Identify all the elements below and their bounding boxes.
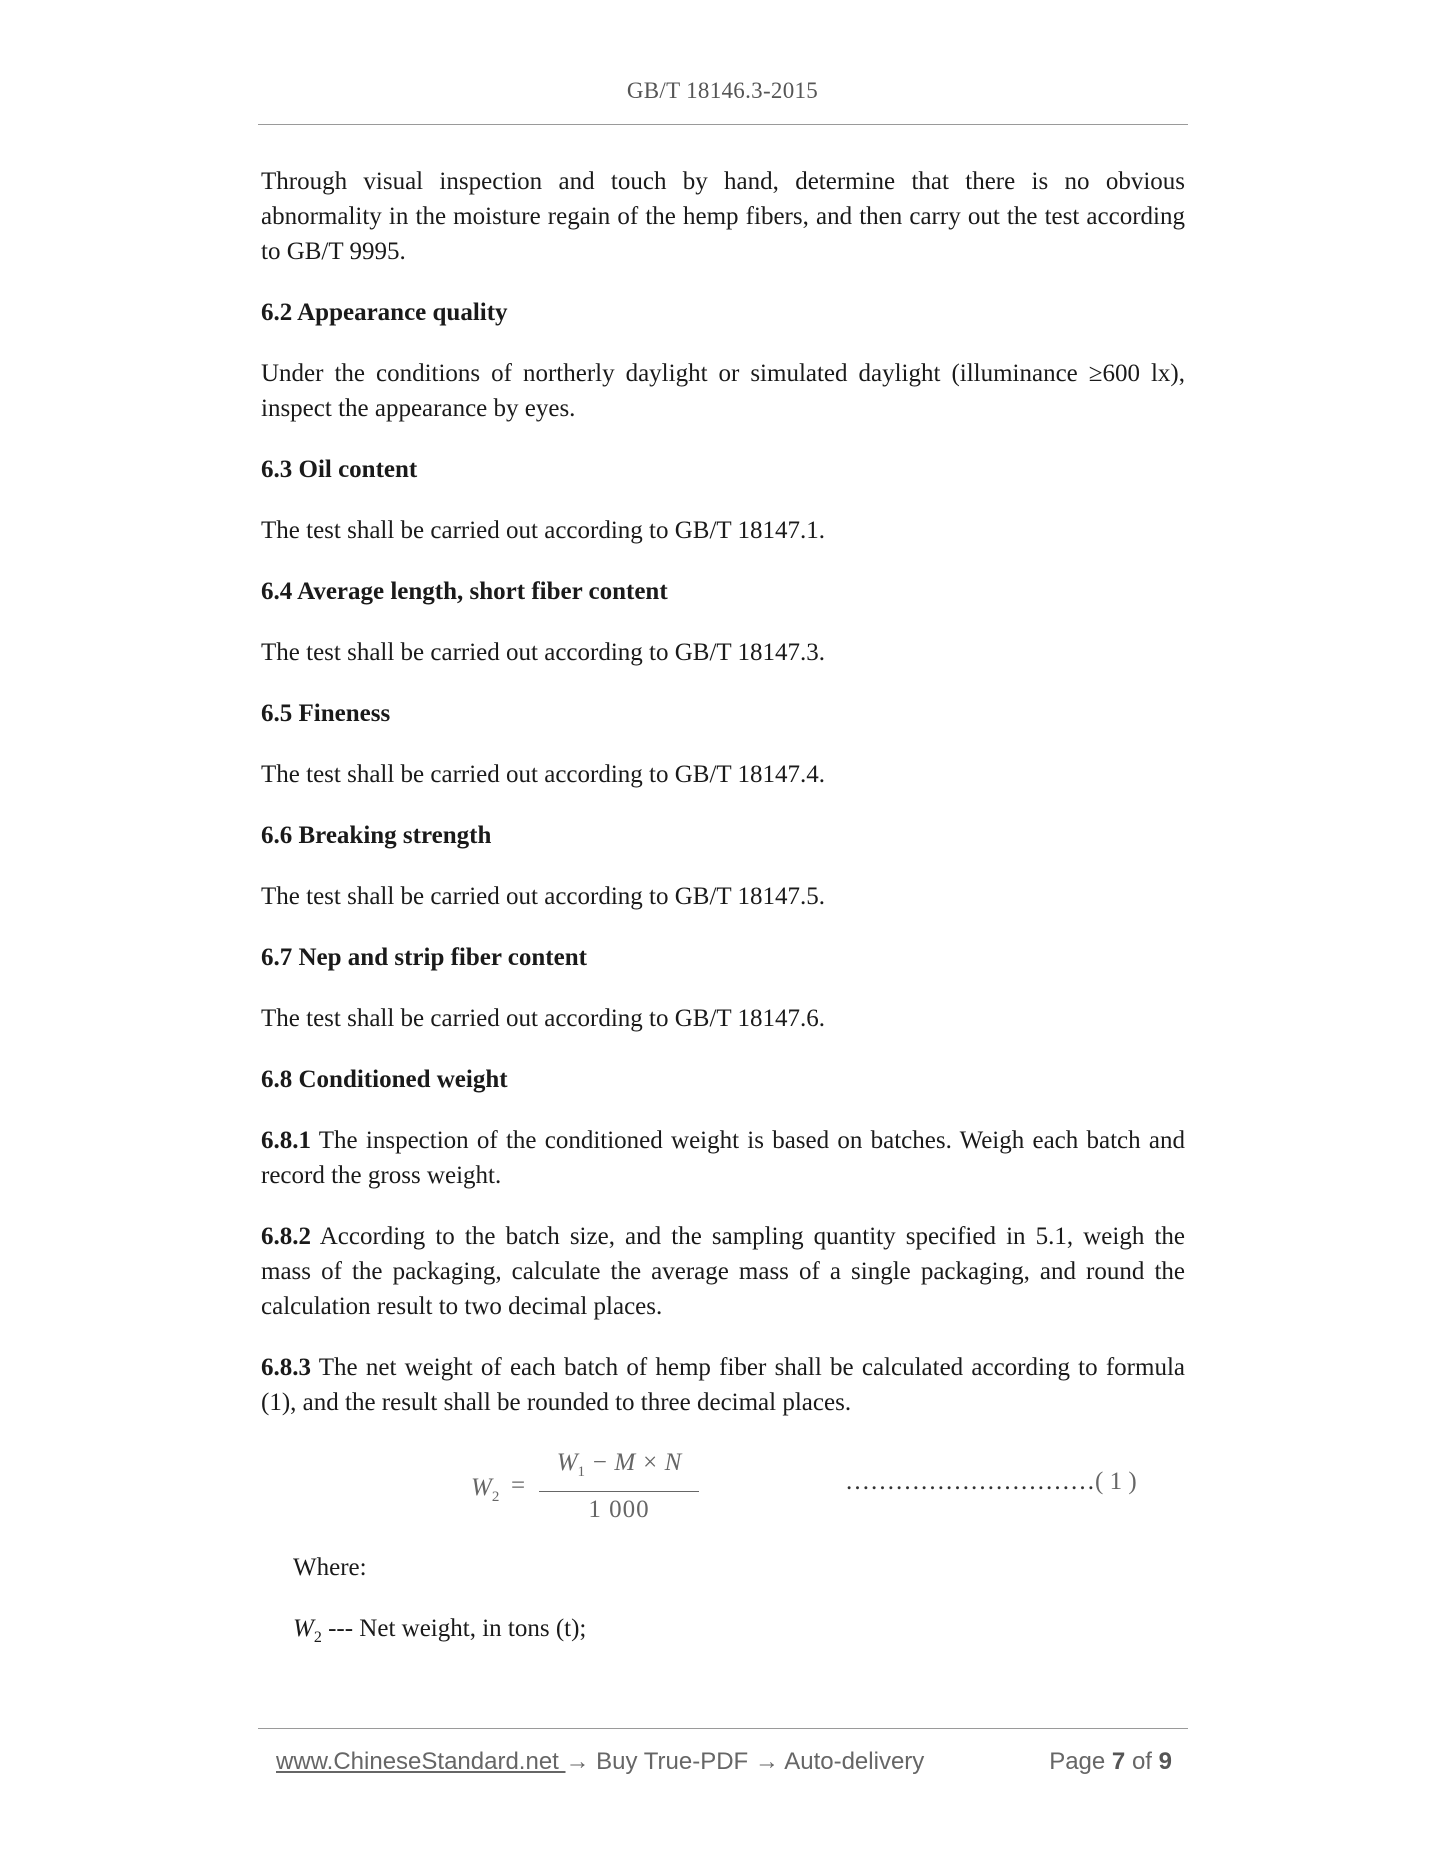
clause-6-8-2: [261, 1219, 1185, 1324]
page-footer: [276, 1748, 1172, 1776]
section-text-6-2: Under the conditions of northerly daylight or simulated daylight (illuminance ≥600 lx), inspect the appearance by eyes.: [261, 360, 1185, 422]
clause-text: The net weight of each batch of hemp fiber shall be calculated according to formula (1), and the result shall be rounded to three decimal places.: [261, 1354, 1185, 1416]
section-heading-6-4: 6.4 Average length, short fiber content: [261, 578, 668, 605]
arrow-right-icon: →: [565, 1748, 590, 1775]
page-indicator: Page 7 of 9: [1049, 1748, 1172, 1775]
section-heading-6-3: 6.3 Oil content: [261, 456, 418, 483]
section-heading-6-8: 6.8 Conditioned weight: [261, 1066, 508, 1093]
clause-number: 6.8.3: [261, 1354, 311, 1381]
section-text-6-7: The test shall be carried out according to GB/T 18147.6.: [261, 1005, 825, 1032]
clause-number: 6.8.1: [261, 1127, 311, 1154]
formula-1: [261, 1446, 1185, 1532]
clause-6-8-3: [261, 1350, 1185, 1420]
section-heading-6-2: 6.2 Appearance quality: [261, 299, 508, 326]
clause-text: According to the batch size, and the sampling quantity specified in 5.1, weigh the mass of the packaging, calculate the average mass of a single packaging, and round the calculation result to two decimal places.: [261, 1223, 1185, 1320]
auto-delivery-text: Auto-delivery: [778, 1748, 925, 1775]
clause-6-8-1: [261, 1123, 1185, 1193]
header-divider: [258, 124, 1188, 125]
definition-w2: [293, 1611, 1185, 1655]
footer-divider: [258, 1728, 1188, 1729]
where-label: Where:: [293, 1554, 367, 1581]
section-heading-6-6: 6.6 Breaking strength: [261, 822, 492, 849]
leader-dots: …………………………: [845, 1468, 1095, 1495]
symbol-w2: $W_2$: [293, 1615, 322, 1646]
section-text-6-3: The test shall be carried out according to GB/T 18147.1.: [261, 517, 825, 544]
fraction-bar: [539, 1491, 699, 1492]
buy-pdf-text: Buy True-PDF: [589, 1748, 755, 1775]
section-text-6-4: The test shall be carried out according to GB/T 18147.3.: [261, 639, 825, 666]
formula-fraction: [539, 1446, 699, 1526]
formula-equals: =: [511, 1472, 526, 1499]
formula-numerator: $W_1 - M \times N$: [556, 1449, 682, 1480]
section-heading-6-5: 6.5 Fineness: [261, 700, 391, 727]
formula-denominator: 1 000: [588, 1496, 650, 1523]
current-page: 7: [1111, 1748, 1126, 1775]
section-text-6-5: The test shall be carried out according to GB/T 18147.4.: [261, 761, 825, 788]
total-pages: 9: [1158, 1748, 1172, 1775]
definition-text: --- Net weight, in tons (t);: [321, 1615, 587, 1642]
clause-text: The inspection of the conditioned weight is based on batches. Weigh each batch and record the gross weight.: [261, 1127, 1185, 1189]
equation-number: ( 1 ): [1095, 1468, 1137, 1495]
formula-number-label: [845, 1464, 1137, 1499]
section-text-6-6: The test shall be carried out according to GB/T 18147.5.: [261, 883, 825, 910]
intro-paragraph: Through visual inspection and touch by hand, determine that there is no obvious abnormality in the moisture regain of the hemp fibers, and then carry out the test according to GB/T 9995.: [261, 168, 1185, 265]
page-header: [0, 78, 1445, 104]
arrow-right-icon: →: [754, 1748, 779, 1775]
site-link[interactable]: www.ChineseStandard.net: [276, 1748, 566, 1775]
section-heading-6-7: 6.7 Nep and strip fiber content: [261, 944, 587, 971]
clause-number: 6.8.2: [261, 1223, 311, 1250]
standard-code: GB/T 18146.3-2015: [626, 78, 819, 103]
document-body: [261, 164, 1185, 1681]
formula-lhs: $W_2$: [471, 1474, 500, 1505]
